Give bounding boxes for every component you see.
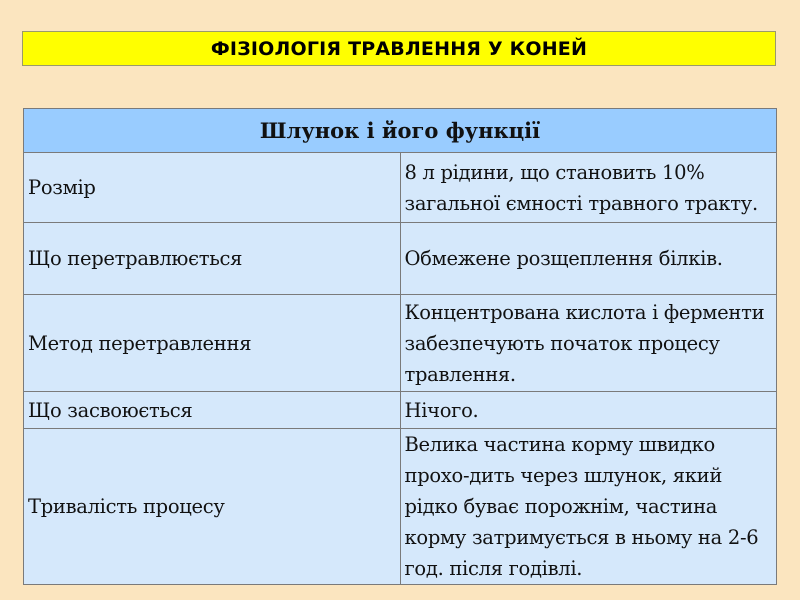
table-header-row [24,109,777,153]
stomach-functions-table [23,108,777,585]
table-header: Шлунок і його функції [24,109,777,153]
row-value-absorbed: Нічого. [400,392,777,429]
table-row [24,153,777,223]
row-value-digested: Обмежене розщеплення білків. [400,223,777,295]
slide-title: ФІЗІОЛОГІЯ ТРАВЛЕННЯ У КОНЕЙ [22,31,776,66]
row-label-absorbed: Що засвоюється [24,392,401,429]
row-value-size: 8 л рідини, що становить 10% загальної ємності травного тракту. [400,153,777,223]
row-label-duration: Тривалість процесу [24,429,401,585]
row-label-method: Метод перетравлення [24,295,401,392]
row-value-duration: Велика частина корму швидко прохо-дить через шлунок, який рідко буває порожнім, частина корму затримується в ньому на 2-6 год. після годівлі. [400,429,777,585]
row-label-size: Розмір [24,153,401,223]
table-row [24,223,777,295]
row-value-method: Концентрована кислота і ферменти забезпечують початок процесу травлення. [400,295,777,392]
table-row [24,295,777,392]
table-row [24,392,777,429]
table-row [24,429,777,585]
row-label-digested: Що перетравлюється [24,223,401,295]
